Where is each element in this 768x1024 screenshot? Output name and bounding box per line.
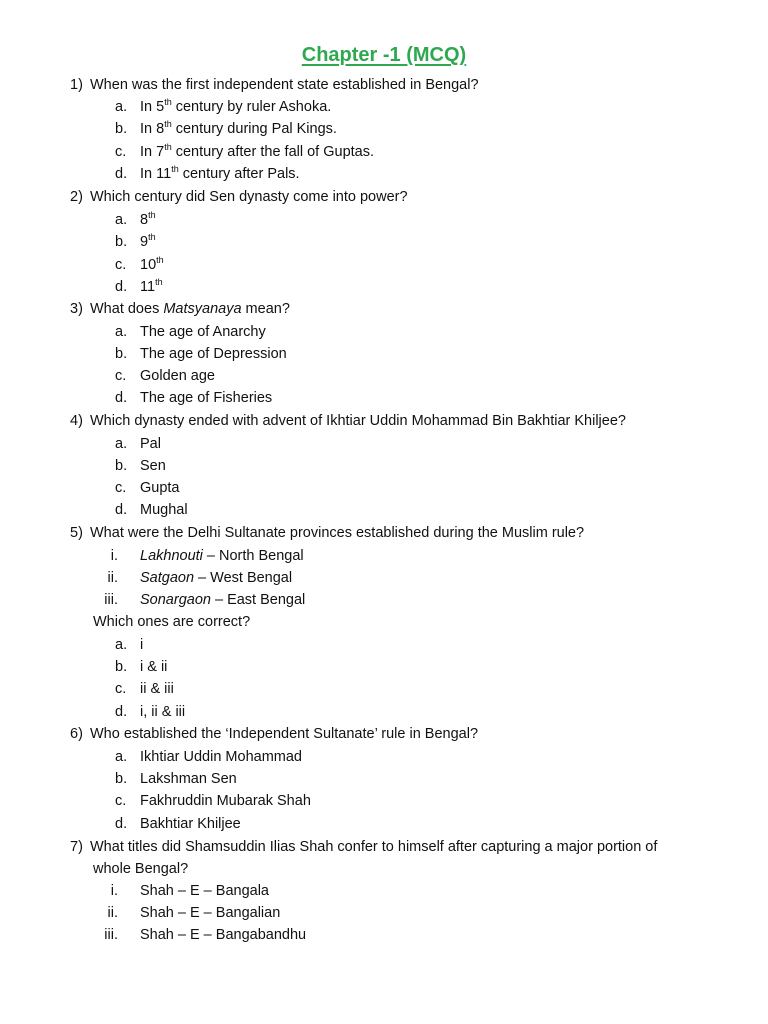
option-text: i bbox=[140, 637, 144, 653]
option-text: Fakhruddin Mubarak Shah bbox=[140, 793, 311, 809]
statement-label: i. bbox=[110, 548, 118, 564]
prompt-text: Which ones are correct? bbox=[93, 614, 251, 630]
option-text: Gupta bbox=[140, 480, 180, 496]
question-number: 5) bbox=[70, 525, 83, 541]
option-text: 10th bbox=[140, 255, 164, 273]
option-text: Shah – E – Bangalian bbox=[140, 905, 281, 921]
option-text: Pal bbox=[140, 436, 161, 452]
option-label: d. bbox=[115, 390, 128, 406]
option-label: b. bbox=[115, 458, 128, 474]
option-text: Bakhtiar Khiljee bbox=[140, 816, 241, 832]
option-label: a. bbox=[115, 99, 128, 115]
question-number: 3) bbox=[70, 301, 83, 317]
question-text: Which century did Sen dynasty come into power? bbox=[90, 189, 408, 205]
option-label: a. bbox=[115, 436, 128, 452]
statement-label: iii. bbox=[104, 592, 118, 608]
option-label: iii. bbox=[104, 927, 118, 943]
option-text: 8th bbox=[140, 210, 156, 228]
option-label: c. bbox=[115, 681, 127, 697]
option-label: c. bbox=[115, 480, 127, 496]
option-text: The age of Fisheries bbox=[140, 390, 273, 406]
option-label: a. bbox=[115, 212, 128, 228]
statement-text: Satgaon – West Bengal bbox=[140, 570, 293, 586]
option-text: Mughal bbox=[140, 502, 188, 518]
option-text: Shah – E – Bangala bbox=[140, 883, 269, 899]
question-number: 2) bbox=[70, 189, 83, 205]
option-text: i & ii bbox=[140, 659, 168, 675]
option-text: In 8th century during Pal Kings. bbox=[140, 119, 337, 137]
option-label: c. bbox=[115, 144, 127, 160]
option-label: i. bbox=[110, 883, 118, 899]
option-label: b. bbox=[115, 771, 128, 787]
option-label: a. bbox=[115, 324, 128, 340]
statement-text: Sonargaon – East Bengal bbox=[140, 592, 306, 608]
question-text: When was the first independent state established in Bengal? bbox=[90, 77, 479, 93]
page-title: Chapter -1 (MCQ) bbox=[301, 44, 467, 66]
option-text: The age of Depression bbox=[140, 346, 287, 362]
option-text: 11th bbox=[140, 277, 163, 295]
question-number: 6) bbox=[70, 726, 83, 742]
option-text: 9th bbox=[140, 232, 156, 250]
option-text: Golden age bbox=[140, 368, 215, 384]
statement-text: Lakhnouti – North Bengal bbox=[140, 548, 304, 564]
option-text: In 11th century after Pals. bbox=[140, 164, 300, 182]
option-label: c. bbox=[115, 793, 127, 809]
option-label: d. bbox=[115, 816, 128, 832]
question-number: 1) bbox=[70, 77, 83, 93]
option-label: b. bbox=[115, 234, 128, 250]
option-label: a. bbox=[115, 749, 128, 765]
option-text: Shah – E – Bangabandhu bbox=[140, 927, 307, 943]
option-text: In 7th century after the fall of Guptas. bbox=[140, 142, 375, 160]
question-text: What titles did Shamsuddin Ilias Shah confer to himself after capturing a major portion of bbox=[90, 839, 658, 855]
question-text: Which dynasty ended with advent of Ikhtiar Uddin Mohammad Bin Bakhtiar Khiljee? bbox=[90, 413, 626, 429]
option-label: d. bbox=[115, 166, 128, 182]
option-label: b. bbox=[115, 121, 128, 137]
option-text: i, ii & iii bbox=[140, 704, 186, 720]
question-number: 4) bbox=[70, 413, 83, 429]
option-text: In 5th century by ruler Ashoka. bbox=[140, 97, 332, 115]
option-text: Sen bbox=[140, 458, 166, 474]
option-text: Lakshman Sen bbox=[140, 771, 237, 787]
option-text: Ikhtiar Uddin Mohammad bbox=[140, 749, 302, 765]
option-label: d. bbox=[115, 502, 128, 518]
question-text: Who established the ‘Independent Sultanate’ rule in Bengal? bbox=[90, 726, 479, 742]
option-label: b. bbox=[115, 659, 128, 675]
question-text: What were the Delhi Sultanate provinces established during the Muslim rule? bbox=[90, 525, 585, 541]
option-label: d. bbox=[115, 279, 128, 295]
question-text-line2: whole Bengal? bbox=[93, 861, 189, 877]
option-label: d. bbox=[115, 704, 128, 720]
option-label: c. bbox=[115, 257, 127, 273]
option-label: a. bbox=[115, 637, 128, 653]
option-label: c. bbox=[115, 368, 127, 384]
option-label: ii. bbox=[107, 905, 118, 921]
statement-label: ii. bbox=[107, 570, 118, 586]
option-text: The age of Anarchy bbox=[140, 324, 266, 340]
question-text: What does Matsyanaya mean? bbox=[90, 301, 290, 317]
question-number: 7) bbox=[70, 839, 83, 855]
option-text: ii & iii bbox=[140, 681, 174, 697]
option-label: b. bbox=[115, 346, 128, 362]
